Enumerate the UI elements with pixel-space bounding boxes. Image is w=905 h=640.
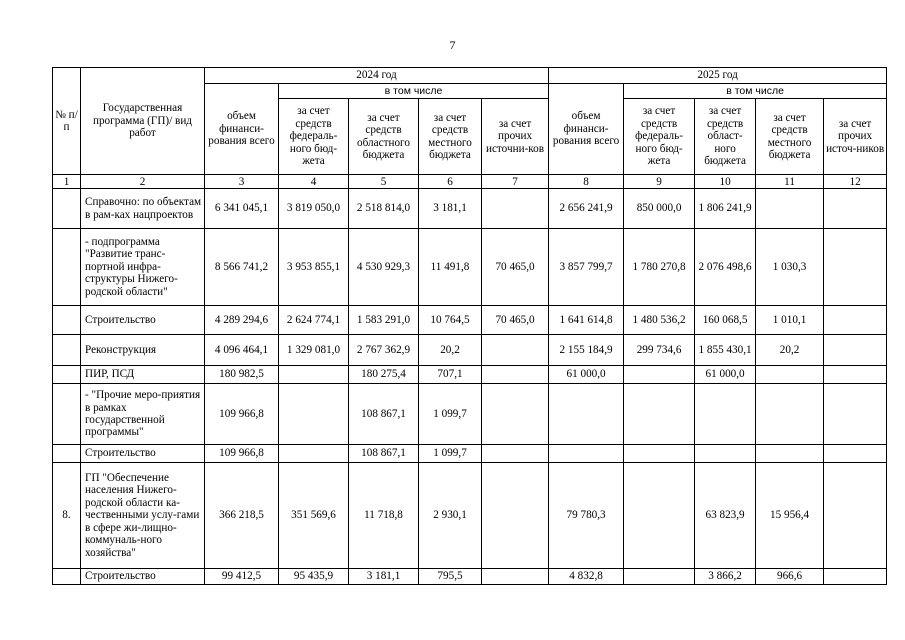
row-number [53,306,81,335]
cell-value: 1 806 241,9 [695,189,756,229]
header-regional-2024: за счет средств областного бюджета [349,99,419,175]
cell-value: 850 000,0 [624,189,695,229]
column-number: 7 [482,175,549,189]
cell-value: 707,1 [419,366,482,384]
cell-value: 61 000,0 [695,366,756,384]
cell-value [482,335,549,366]
cell-value: 1 030,3 [756,229,824,306]
row-number [53,335,81,366]
column-number: 11 [756,175,824,189]
header-local-2025: за счет средств местного бюджета [756,99,824,175]
table-row [53,189,887,229]
cell-value: 4 832,8 [549,569,624,585]
cell-value: 2 155 184,9 [549,335,624,366]
cell-value [695,384,756,445]
column-number: 12 [824,175,887,189]
cell-value [549,445,624,463]
column-number: 2 [81,175,205,189]
cell-value: 1 099,7 [419,384,482,445]
cell-value [482,384,549,445]
cell-value [824,189,887,229]
cell-value: 1 480 536,2 [624,306,695,335]
cell-value: 366 218,5 [205,463,279,569]
cell-value: 1 583 291,0 [349,306,419,335]
cell-value: 1 641 614,8 [549,306,624,335]
cell-value [549,384,624,445]
row-number [53,229,81,306]
row-number [53,384,81,445]
header-year-2024: 2024 год [205,68,549,84]
cell-value: 70 465,0 [482,306,549,335]
table-row [53,229,887,306]
header-incl-2025: в том числе [624,84,887,99]
column-number: 1 [53,175,81,189]
cell-value: 20,2 [756,335,824,366]
header-year-2025: 2025 год [549,68,887,84]
row-number: 8. [53,463,81,569]
cell-value [824,569,887,585]
cell-value: 3 857 799,7 [549,229,624,306]
cell-value: 1 329 081,0 [279,335,349,366]
cell-value [624,445,695,463]
cell-value: 180 982,5 [205,366,279,384]
table-row [53,384,887,445]
row-name: Реконструкция [81,335,205,366]
cell-value: 2 624 774,1 [279,306,349,335]
cell-value: 79 780,3 [549,463,624,569]
page-number: 7 [449,38,456,52]
cell-value [756,384,824,445]
cell-value [824,306,887,335]
budget-table [52,67,887,585]
table-row [53,366,887,384]
cell-value: 299 734,6 [624,335,695,366]
cell-value: 8 566 741,2 [205,229,279,306]
row-name: ГП "Обеспечение населения Нижего-родской области ка-чественными услу-гами в сфере жи-лищно-коммуналь-ного хозяйства" [81,463,205,569]
cell-value: 99 412,5 [205,569,279,585]
header-federal-2025: за счет средств федераль-ного бюд-жета [624,99,695,175]
cell-value: 2 930,1 [419,463,482,569]
table-body [53,189,887,585]
table-header [53,68,887,189]
row-number [53,445,81,463]
cell-value: 2 518 814,0 [349,189,419,229]
cell-value: 160 068,5 [695,306,756,335]
cell-value: 3 181,1 [349,569,419,585]
cell-value: 4 530 929,3 [349,229,419,306]
column-number: 4 [279,175,349,189]
column-numbers-row [53,175,887,189]
column-number: 9 [624,175,695,189]
cell-value [482,445,549,463]
cell-value [824,445,887,463]
table-row [53,335,887,366]
cell-value: 15 956,4 [756,463,824,569]
cell-value: 795,5 [419,569,482,585]
header-regional-2025: за счет средств област-ного бюджета [695,99,756,175]
column-number: 8 [549,175,624,189]
cell-value: 109 966,8 [205,445,279,463]
cell-value [482,569,549,585]
column-number: 6 [419,175,482,189]
cell-value: 109 966,8 [205,384,279,445]
row-number [53,366,81,384]
table-row [53,306,887,335]
cell-value [624,569,695,585]
cell-value: 351 569,6 [279,463,349,569]
cell-value [279,366,349,384]
header-other-2024: за счет прочих источни-ков [482,99,549,175]
cell-value: 10 764,5 [419,306,482,335]
cell-value [824,366,887,384]
cell-value: 1 855 430,1 [695,335,756,366]
cell-value: 4 289 294,6 [205,306,279,335]
row-number [53,569,81,585]
column-number: 3 [205,175,279,189]
header-local-2024: за счет средств местного бюджета [419,99,482,175]
cell-value: 108 867,1 [349,445,419,463]
cell-value [279,384,349,445]
header-program: Государственная программа (ГП)/ вид работ [81,68,205,175]
cell-value: 2 076 498,6 [695,229,756,306]
cell-value [482,189,549,229]
cell-value: 1 010,1 [756,306,824,335]
cell-value: 2 656 241,9 [549,189,624,229]
cell-value [482,366,549,384]
cell-value: 3 866,2 [695,569,756,585]
cell-value [824,229,887,306]
row-name: Строительство [81,445,205,463]
cell-value [695,445,756,463]
cell-value [756,445,824,463]
cell-value: 95 435,9 [279,569,349,585]
row-name: Строительство [81,569,205,585]
header-federal-2024: за счет средств федераль-ного бюд-жета [279,99,349,175]
column-number: 5 [349,175,419,189]
cell-value [279,445,349,463]
cell-value [824,463,887,569]
row-name: Справочно: по объектам в рам-ках нацпроектов [81,189,205,229]
cell-value: 20,2 [419,335,482,366]
column-number: 10 [695,175,756,189]
header-total-2025: объем финанси-рования всего [549,84,624,175]
cell-value: 3 181,1 [419,189,482,229]
cell-value [624,384,695,445]
table-row [53,445,887,463]
cell-value: 61 000,0 [549,366,624,384]
cell-value: 180 275,4 [349,366,419,384]
cell-value: 4 096 464,1 [205,335,279,366]
row-name: Строительство [81,306,205,335]
cell-value: 966,6 [756,569,824,585]
cell-value: 70 465,0 [482,229,549,306]
row-name: - подпрограмма "Развитие транс-портной инфра-структуры Нижего-родской области" [81,229,205,306]
cell-value: 1 780 270,8 [624,229,695,306]
cell-value: 3 819 050,0 [279,189,349,229]
cell-value [624,463,695,569]
header-other-2025: за счет прочих источ-ников [824,99,887,175]
table-row [53,569,887,585]
cell-value: 108 867,1 [349,384,419,445]
row-number [53,189,81,229]
header-row-no: № п/п [53,68,81,175]
cell-value: 2 767 362,9 [349,335,419,366]
cell-value [756,366,824,384]
row-name: ПИР, ПСД [81,366,205,384]
header-incl-2024: в том числе [279,84,549,99]
cell-value: 11 718,8 [349,463,419,569]
cell-value: 3 953 855,1 [279,229,349,306]
cell-value [756,189,824,229]
cell-value: 11 491,8 [419,229,482,306]
cell-value [482,463,549,569]
row-name: - "Прочие меро-приятия в рамках государственной программы" [81,384,205,445]
header-total-2024: объем финанси-рования всего [205,84,279,175]
cell-value [824,335,887,366]
cell-value: 1 099,7 [419,445,482,463]
cell-value: 6 341 045,1 [205,189,279,229]
table-row [53,463,887,569]
cell-value [624,366,695,384]
cell-value: 63 823,9 [695,463,756,569]
cell-value [824,384,887,445]
